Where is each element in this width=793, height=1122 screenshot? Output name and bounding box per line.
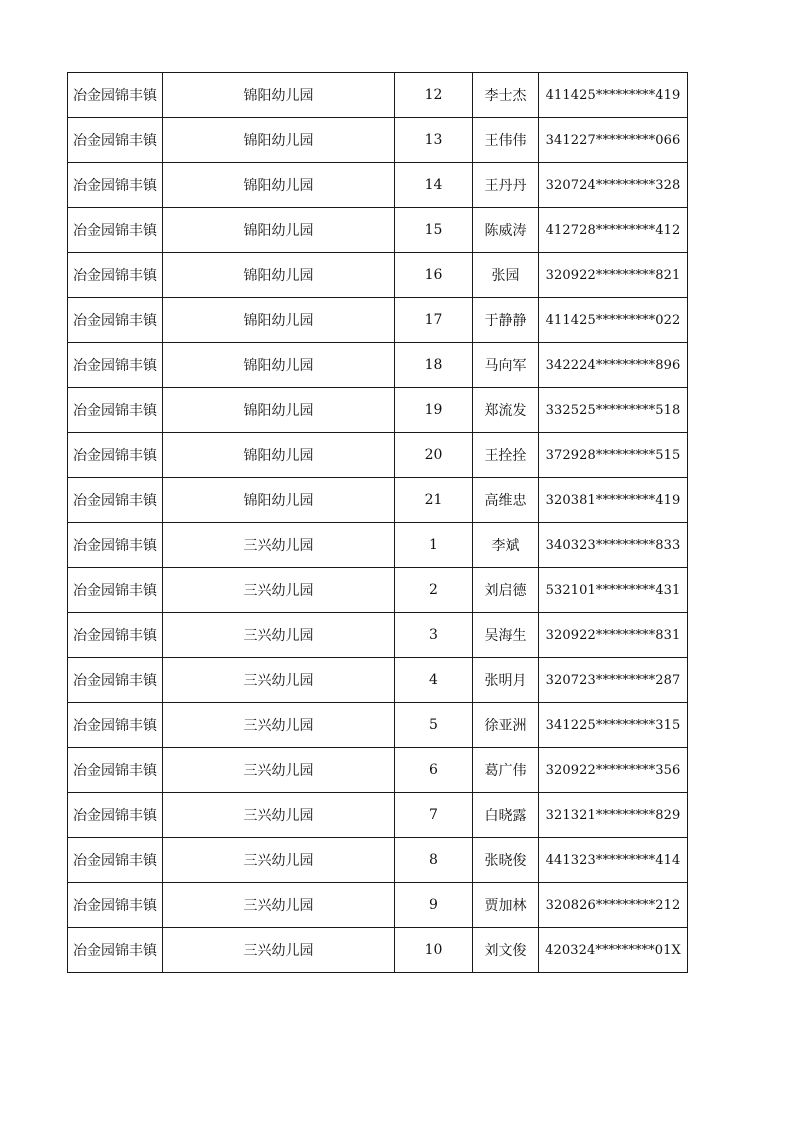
table-row xyxy=(68,208,688,253)
cell-kindergarten: 三兴幼儿园 xyxy=(163,793,395,838)
table-row xyxy=(68,658,688,703)
cell-name: 高维忠 xyxy=(473,478,539,523)
cell-id-number: 320922*********831 xyxy=(539,613,688,658)
cell-area: 冶金园锦丰镇 xyxy=(68,433,163,478)
cell-id-number: 320724*********328 xyxy=(539,163,688,208)
cell-name: 张明月 xyxy=(473,658,539,703)
cell-kindergarten: 三兴幼儿园 xyxy=(163,928,395,973)
table-row xyxy=(68,388,688,433)
cell-number: 20 xyxy=(395,433,473,478)
cell-id-number: 411425*********419 xyxy=(539,73,688,118)
cell-area: 冶金园锦丰镇 xyxy=(68,163,163,208)
cell-area: 冶金园锦丰镇 xyxy=(68,793,163,838)
table-row xyxy=(68,478,688,523)
cell-area: 冶金园锦丰镇 xyxy=(68,568,163,613)
cell-name: 葛广伟 xyxy=(473,748,539,793)
cell-id-number: 420324*********01X xyxy=(539,928,688,973)
cell-id-number: 532101*********431 xyxy=(539,568,688,613)
cell-kindergarten: 锦阳幼儿园 xyxy=(163,388,395,433)
cell-area: 冶金园锦丰镇 xyxy=(68,613,163,658)
cell-area: 冶金园锦丰镇 xyxy=(68,478,163,523)
cell-name: 贾加林 xyxy=(473,883,539,928)
cell-name: 张晓俊 xyxy=(473,838,539,883)
cell-number: 14 xyxy=(395,163,473,208)
cell-area: 冶金园锦丰镇 xyxy=(68,703,163,748)
table-row xyxy=(68,793,688,838)
cell-number: 4 xyxy=(395,658,473,703)
cell-name: 徐亚洲 xyxy=(473,703,539,748)
cell-id-number: 320922*********821 xyxy=(539,253,688,298)
cell-kindergarten: 三兴幼儿园 xyxy=(163,883,395,928)
cell-kindergarten: 锦阳幼儿园 xyxy=(163,253,395,298)
table-row xyxy=(68,343,688,388)
cell-kindergarten: 三兴幼儿园 xyxy=(163,838,395,883)
cell-name: 王拴拴 xyxy=(473,433,539,478)
cell-number: 13 xyxy=(395,118,473,163)
cell-kindergarten: 三兴幼儿园 xyxy=(163,748,395,793)
table-row xyxy=(68,748,688,793)
cell-kindergarten: 锦阳幼儿园 xyxy=(163,208,395,253)
cell-number: 10 xyxy=(395,928,473,973)
cell-name: 李斌 xyxy=(473,523,539,568)
cell-name: 陈威涛 xyxy=(473,208,539,253)
cell-id-number: 320922*********356 xyxy=(539,748,688,793)
table-row xyxy=(68,523,688,568)
cell-area: 冶金园锦丰镇 xyxy=(68,388,163,433)
table-row xyxy=(68,613,688,658)
cell-area: 冶金园锦丰镇 xyxy=(68,523,163,568)
table-row xyxy=(68,568,688,613)
cell-kindergarten: 锦阳幼儿园 xyxy=(163,163,395,208)
cell-id-number: 341227*********066 xyxy=(539,118,688,163)
cell-number: 18 xyxy=(395,343,473,388)
cell-id-number: 320723*********287 xyxy=(539,658,688,703)
cell-kindergarten: 三兴幼儿园 xyxy=(163,613,395,658)
table-row xyxy=(68,928,688,973)
cell-kindergarten: 锦阳幼儿园 xyxy=(163,73,395,118)
table-row xyxy=(68,298,688,343)
cell-number: 16 xyxy=(395,253,473,298)
roster-table-body xyxy=(68,73,688,973)
cell-number: 12 xyxy=(395,73,473,118)
cell-name: 白晓露 xyxy=(473,793,539,838)
cell-area: 冶金园锦丰镇 xyxy=(68,208,163,253)
table-row xyxy=(68,163,688,208)
cell-name: 吴海生 xyxy=(473,613,539,658)
cell-id-number: 341225*********315 xyxy=(539,703,688,748)
cell-area: 冶金园锦丰镇 xyxy=(68,838,163,883)
table-row xyxy=(68,253,688,298)
cell-name: 郑流发 xyxy=(473,388,539,433)
roster-table xyxy=(67,72,688,973)
cell-number: 6 xyxy=(395,748,473,793)
cell-area: 冶金园锦丰镇 xyxy=(68,73,163,118)
cell-area: 冶金园锦丰镇 xyxy=(68,928,163,973)
cell-number: 19 xyxy=(395,388,473,433)
cell-name: 张园 xyxy=(473,253,539,298)
cell-number: 1 xyxy=(395,523,473,568)
cell-area: 冶金园锦丰镇 xyxy=(68,658,163,703)
cell-name: 于静静 xyxy=(473,298,539,343)
cell-id-number: 320381*********419 xyxy=(539,478,688,523)
cell-kindergarten: 锦阳幼儿园 xyxy=(163,433,395,478)
cell-id-number: 340323*********833 xyxy=(539,523,688,568)
table-row xyxy=(68,433,688,478)
cell-id-number: 321321*********829 xyxy=(539,793,688,838)
cell-kindergarten: 锦阳幼儿园 xyxy=(163,118,395,163)
cell-kindergarten: 三兴幼儿园 xyxy=(163,568,395,613)
cell-number: 17 xyxy=(395,298,473,343)
cell-kindergarten: 三兴幼儿园 xyxy=(163,703,395,748)
cell-id-number: 372928*********515 xyxy=(539,433,688,478)
cell-name: 马向军 xyxy=(473,343,539,388)
cell-area: 冶金园锦丰镇 xyxy=(68,748,163,793)
cell-id-number: 411425*********022 xyxy=(539,298,688,343)
cell-name: 王伟伟 xyxy=(473,118,539,163)
cell-area: 冶金园锦丰镇 xyxy=(68,343,163,388)
cell-area: 冶金园锦丰镇 xyxy=(68,118,163,163)
cell-area: 冶金园锦丰镇 xyxy=(68,883,163,928)
cell-kindergarten: 锦阳幼儿园 xyxy=(163,478,395,523)
cell-number: 9 xyxy=(395,883,473,928)
cell-number: 2 xyxy=(395,568,473,613)
table-row xyxy=(68,73,688,118)
cell-id-number: 342224*********896 xyxy=(539,343,688,388)
cell-name: 李士杰 xyxy=(473,73,539,118)
cell-number: 21 xyxy=(395,478,473,523)
table-row xyxy=(68,838,688,883)
cell-kindergarten: 锦阳幼儿园 xyxy=(163,343,395,388)
cell-area: 冶金园锦丰镇 xyxy=(68,253,163,298)
cell-kindergarten: 三兴幼儿园 xyxy=(163,523,395,568)
cell-kindergarten: 三兴幼儿园 xyxy=(163,658,395,703)
cell-number: 15 xyxy=(395,208,473,253)
cell-area: 冶金园锦丰镇 xyxy=(68,298,163,343)
table-row xyxy=(68,703,688,748)
cell-id-number: 332525*********518 xyxy=(539,388,688,433)
cell-id-number: 441323*********414 xyxy=(539,838,688,883)
cell-number: 3 xyxy=(395,613,473,658)
cell-kindergarten: 锦阳幼儿园 xyxy=(163,298,395,343)
cell-number: 5 xyxy=(395,703,473,748)
cell-name: 刘文俊 xyxy=(473,928,539,973)
cell-name: 刘启德 xyxy=(473,568,539,613)
cell-id-number: 412728*********412 xyxy=(539,208,688,253)
cell-name: 王丹丹 xyxy=(473,163,539,208)
cell-id-number: 320826*********212 xyxy=(539,883,688,928)
cell-number: 8 xyxy=(395,838,473,883)
table-row xyxy=(68,118,688,163)
table-row xyxy=(68,883,688,928)
cell-number: 7 xyxy=(395,793,473,838)
